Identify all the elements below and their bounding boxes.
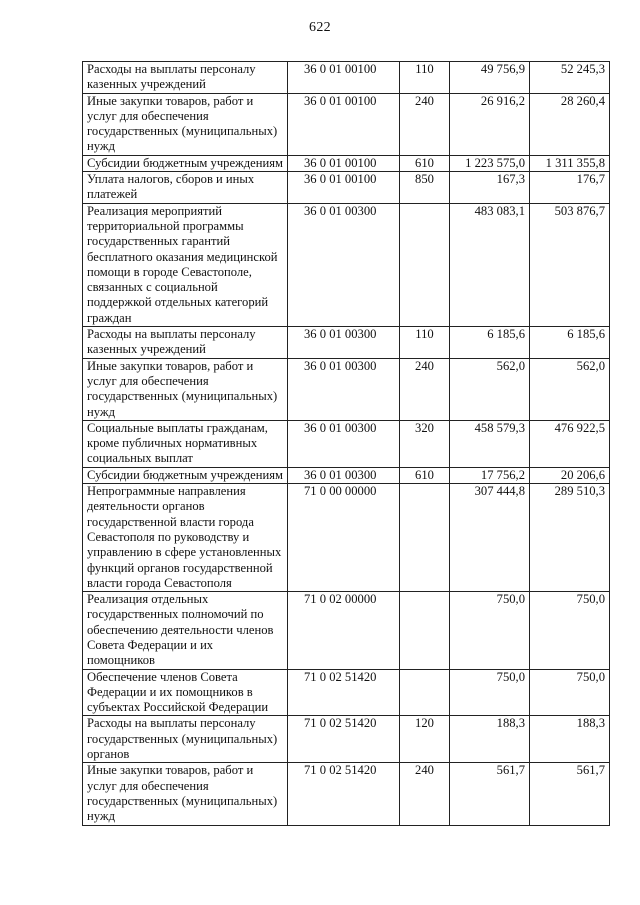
- row-value-1: 17 756,2: [450, 467, 530, 483]
- table-row: [83, 203, 610, 326]
- row-value-2: 188,3: [530, 716, 610, 763]
- row-type: 610: [400, 467, 450, 483]
- row-code: 71 0 02 51420: [288, 716, 400, 763]
- row-value-1: 26 916,2: [450, 93, 530, 155]
- page-number: 622: [309, 20, 331, 35]
- row-code: 36 0 01 00300: [288, 327, 400, 359]
- table-row: [83, 484, 610, 592]
- row-type: 110: [400, 62, 450, 94]
- row-value-2: 503 876,7: [530, 203, 610, 326]
- table-row: [83, 62, 610, 94]
- row-name: Иные закупки товаров, работ и услуг для обеспечения государственных (муниципальных) нужд: [83, 763, 288, 825]
- row-value-2: 562,0: [530, 358, 610, 420]
- row-name: Иные закупки товаров, работ и услуг для обеспечения государственных (муниципальных) нужд: [83, 93, 288, 155]
- row-value-2: 476 922,5: [530, 420, 610, 467]
- row-value-2: 20 206,6: [530, 467, 610, 483]
- row-code: 36 0 01 00300: [288, 358, 400, 420]
- table-row: [83, 358, 610, 420]
- row-value-1: 167,3: [450, 172, 530, 204]
- row-value-1: 6 185,6: [450, 327, 530, 359]
- budget-table: [82, 61, 610, 826]
- row-code: 36 0 01 00300: [288, 467, 400, 483]
- row-code: 36 0 01 00100: [288, 93, 400, 155]
- row-name: Субсидии бюджетным учреждениям: [83, 155, 288, 171]
- row-value-1: 750,0: [450, 669, 530, 716]
- table-row: [83, 763, 610, 825]
- row-type: [400, 203, 450, 326]
- table-row: [83, 592, 610, 669]
- row-name: Реализация мероприятий территориальной программы государственных гарантий бесплатного оказания медицинской помощи в городе Севастополе, связанных с социальной поддержкой отдельных категорий граждан: [83, 203, 288, 326]
- table-row: [83, 420, 610, 467]
- row-name: Социальные выплаты гражданам, кроме публичных нормативных социальных выплат: [83, 420, 288, 467]
- row-code: 71 0 00 00000: [288, 484, 400, 592]
- row-type: [400, 669, 450, 716]
- row-value-2: 28 260,4: [530, 93, 610, 155]
- row-name: Расходы на выплаты персоналу казенных учреждений: [83, 327, 288, 359]
- row-code: 36 0 01 00300: [288, 203, 400, 326]
- row-value-1: 458 579,3: [450, 420, 530, 467]
- row-name: Иные закупки товаров, работ и услуг для обеспечения государственных (муниципальных) нужд: [83, 358, 288, 420]
- row-value-2: 750,0: [530, 592, 610, 669]
- row-type: 240: [400, 358, 450, 420]
- row-value-2: 1 311 355,8: [530, 155, 610, 171]
- table-row: [83, 93, 610, 155]
- row-type: [400, 592, 450, 669]
- row-value-1: 562,0: [450, 358, 530, 420]
- row-type: 240: [400, 93, 450, 155]
- row-code: 71 0 02 51420: [288, 669, 400, 716]
- row-name: Субсидии бюджетным учреждениям: [83, 467, 288, 483]
- row-value-2: 750,0: [530, 669, 610, 716]
- row-name: Расходы на выплаты персоналу государственных (муниципальных) органов: [83, 716, 288, 763]
- row-value-2: 176,7: [530, 172, 610, 204]
- row-code: 36 0 01 00100: [288, 62, 400, 94]
- row-value-2: 6 185,6: [530, 327, 610, 359]
- row-value-1: 750,0: [450, 592, 530, 669]
- row-name: Обеспечение членов Совета Федерации и их помощников в субъектах Российской Федерации: [83, 669, 288, 716]
- row-name: Уплата налогов, сборов и иных платежей: [83, 172, 288, 204]
- row-type: 120: [400, 716, 450, 763]
- row-value-1: 307 444,8: [450, 484, 530, 592]
- table-row: [83, 467, 610, 483]
- row-code: 36 0 01 00300: [288, 420, 400, 467]
- row-name: Расходы на выплаты персоналу казенных учреждений: [83, 62, 288, 94]
- row-type: 320: [400, 420, 450, 467]
- table-row: [83, 327, 610, 359]
- row-type: 240: [400, 763, 450, 825]
- row-value-1: 483 083,1: [450, 203, 530, 326]
- table-row: [83, 155, 610, 171]
- table-row: [83, 669, 610, 716]
- row-type: [400, 484, 450, 592]
- row-value-1: 1 223 575,0: [450, 155, 530, 171]
- row-value-1: 188,3: [450, 716, 530, 763]
- row-code: 36 0 01 00100: [288, 172, 400, 204]
- row-code: 71 0 02 00000: [288, 592, 400, 669]
- row-code: 71 0 02 51420: [288, 763, 400, 825]
- row-name: Непрограммные направления деятельности органов государственной власти города Севастополя по руководству и управлению в сфере установленных функций органов государственной власти города Севастополя: [83, 484, 288, 592]
- row-type: 850: [400, 172, 450, 204]
- table-row: [83, 716, 610, 763]
- row-value-2: 52 245,3: [530, 62, 610, 94]
- row-type: 110: [400, 327, 450, 359]
- row-name: Реализация отдельных государственных полномочий по обеспечению деятельности членов Совета Федерации и их помощников: [83, 592, 288, 669]
- row-value-1: 561,7: [450, 763, 530, 825]
- row-value-1: 49 756,9: [450, 62, 530, 94]
- row-value-2: 289 510,3: [530, 484, 610, 592]
- row-type: 610: [400, 155, 450, 171]
- table-row: [83, 172, 610, 204]
- row-code: 36 0 01 00100: [288, 155, 400, 171]
- row-value-2: 561,7: [530, 763, 610, 825]
